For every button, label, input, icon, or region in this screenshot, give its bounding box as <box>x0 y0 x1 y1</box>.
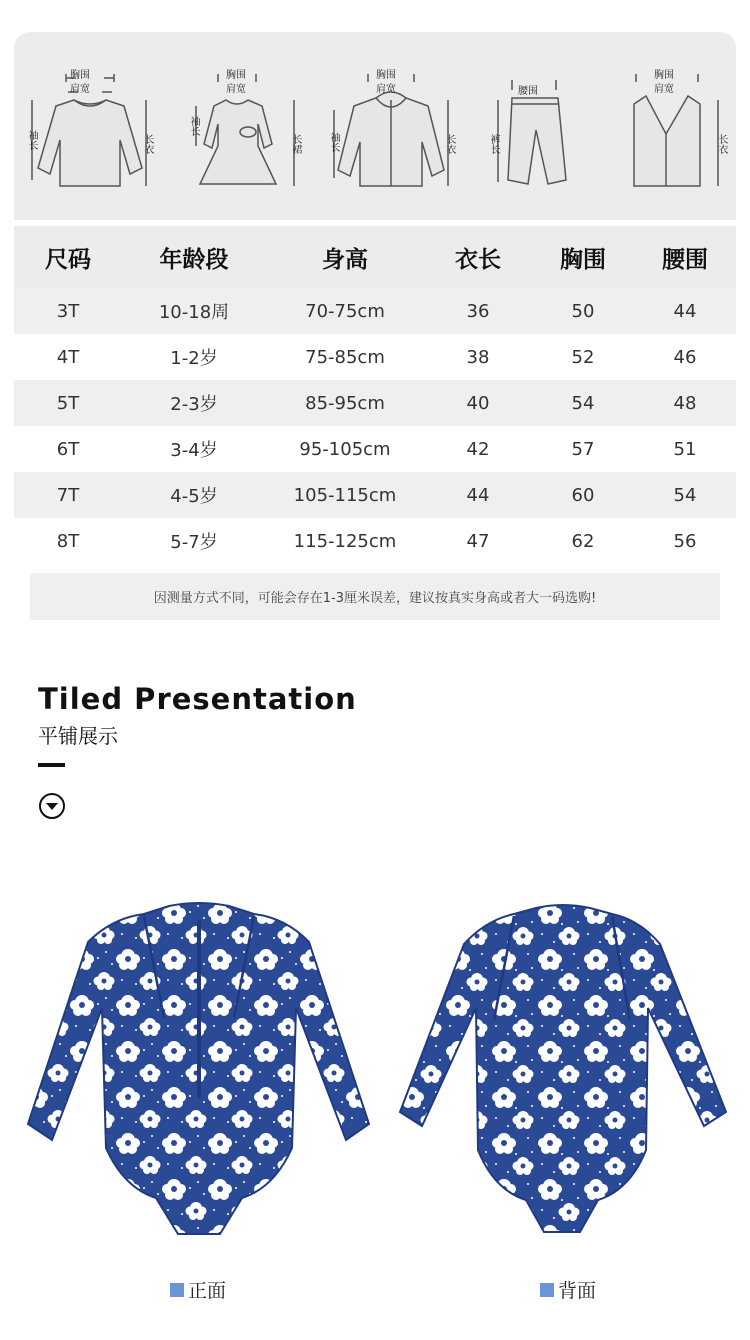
cell-waist: 56 <box>673 530 697 552</box>
label-chest: 胸围 <box>226 70 246 81</box>
label-sleeve: 袖长 <box>328 132 339 152</box>
cell-age: 4-5岁 <box>170 486 218 507</box>
cell-length: 42 <box>466 438 490 460</box>
label-length: 长裙 <box>290 134 301 154</box>
pants-diagram <box>476 60 586 200</box>
label-shoulder: 肩宽 <box>70 84 90 95</box>
cell-chest: 54 <box>571 392 595 414</box>
header-age: 年龄段 <box>159 246 229 273</box>
section-divider <box>38 763 65 767</box>
cell-size: 8T <box>56 530 80 552</box>
cell-age: 3-4岁 <box>170 440 218 461</box>
label-shoulder: 肩宽 <box>654 84 674 95</box>
cell-size: 7T <box>56 484 80 506</box>
header-height: 身高 <box>322 246 368 273</box>
cell-waist: 54 <box>673 484 697 506</box>
front-caption-label: 正面 <box>188 1280 227 1302</box>
cell-waist: 46 <box>673 346 697 368</box>
header-waist: 腰围 <box>662 246 708 273</box>
label-sleeve: 袖长 <box>26 130 37 150</box>
label-length: 长衣 <box>444 134 455 154</box>
cell-height: 95-105cm <box>299 438 391 460</box>
caption-marker <box>170 1283 184 1297</box>
size-chart-table <box>14 226 736 564</box>
cell-size: 3T <box>56 300 80 322</box>
label-pants-length: 裤长 <box>488 134 499 154</box>
cell-age: 1-2岁 <box>170 348 218 369</box>
cell-length: 47 <box>466 530 490 552</box>
cell-length: 40 <box>466 392 490 414</box>
cell-size: 6T <box>56 438 80 460</box>
label-waist: 腰围 <box>518 86 538 97</box>
cell-chest: 50 <box>571 300 595 322</box>
cell-waist: 51 <box>673 438 697 460</box>
label-chest: 胸围 <box>376 70 396 81</box>
swimsuit-front-image <box>24 898 374 1238</box>
measurement-note: 因测量方式不同，可能会存在1-3厘米误差，建议按真实身高或者大一码选购! <box>30 573 720 620</box>
cell-height: 115-125cm <box>293 530 397 552</box>
cell-length: 44 <box>466 484 490 506</box>
cell-waist: 44 <box>673 300 697 322</box>
header-size: 尺码 <box>45 246 91 273</box>
label-length: 长衣 <box>716 134 727 154</box>
header-chest: 胸围 <box>560 246 606 273</box>
cell-waist: 48 <box>673 392 697 414</box>
cell-height: 75-85cm <box>305 346 385 368</box>
label-chest: 胸围 <box>70 70 90 81</box>
cell-size: 5T <box>56 392 80 414</box>
cell-height: 105-115cm <box>293 484 397 506</box>
caption-marker <box>540 1283 554 1297</box>
dress-diagram <box>166 60 306 200</box>
vest-diagram <box>606 60 732 200</box>
header-length: 衣长 <box>455 246 501 273</box>
sweater-diagram <box>18 60 158 200</box>
cell-chest: 62 <box>571 530 595 552</box>
label-chest: 胸围 <box>654 70 674 81</box>
jacket-diagram <box>320 60 460 200</box>
cell-chest: 52 <box>571 346 595 368</box>
section-title: Tiled Presentation <box>38 682 357 716</box>
table-row <box>14 380 736 426</box>
swimsuit-back-image <box>398 900 728 1236</box>
table-header-row <box>14 226 736 288</box>
cell-age: 10-18周 <box>158 302 230 323</box>
cell-height: 70-75cm <box>305 300 385 322</box>
table-row <box>14 334 736 380</box>
label-length: 长衣 <box>142 134 153 154</box>
table-row <box>14 518 736 564</box>
cell-height: 85-95cm <box>305 392 385 414</box>
label-shoulder: 肩宽 <box>376 84 396 95</box>
cell-chest: 57 <box>571 438 595 460</box>
cell-length: 38 <box>466 346 490 368</box>
cell-chest: 60 <box>571 484 595 506</box>
table-row <box>14 472 736 518</box>
label-shoulder: 肩宽 <box>226 84 246 95</box>
section-subtitle: 平铺展示 <box>38 724 118 748</box>
cell-size: 4T <box>56 346 80 368</box>
front-caption <box>170 1276 226 1303</box>
cell-age: 5-7岁 <box>170 532 218 553</box>
cell-length: 36 <box>466 300 490 322</box>
label-sleeve: 袖长 <box>188 116 199 136</box>
chevron-down-circle-icon <box>38 792 66 820</box>
cell-age: 2-3岁 <box>170 394 218 415</box>
back-caption-label: 背面 <box>558 1280 597 1302</box>
table-row <box>14 288 736 334</box>
table-row <box>14 426 736 472</box>
garment-measurement-panel <box>14 32 736 220</box>
back-caption <box>540 1276 596 1303</box>
